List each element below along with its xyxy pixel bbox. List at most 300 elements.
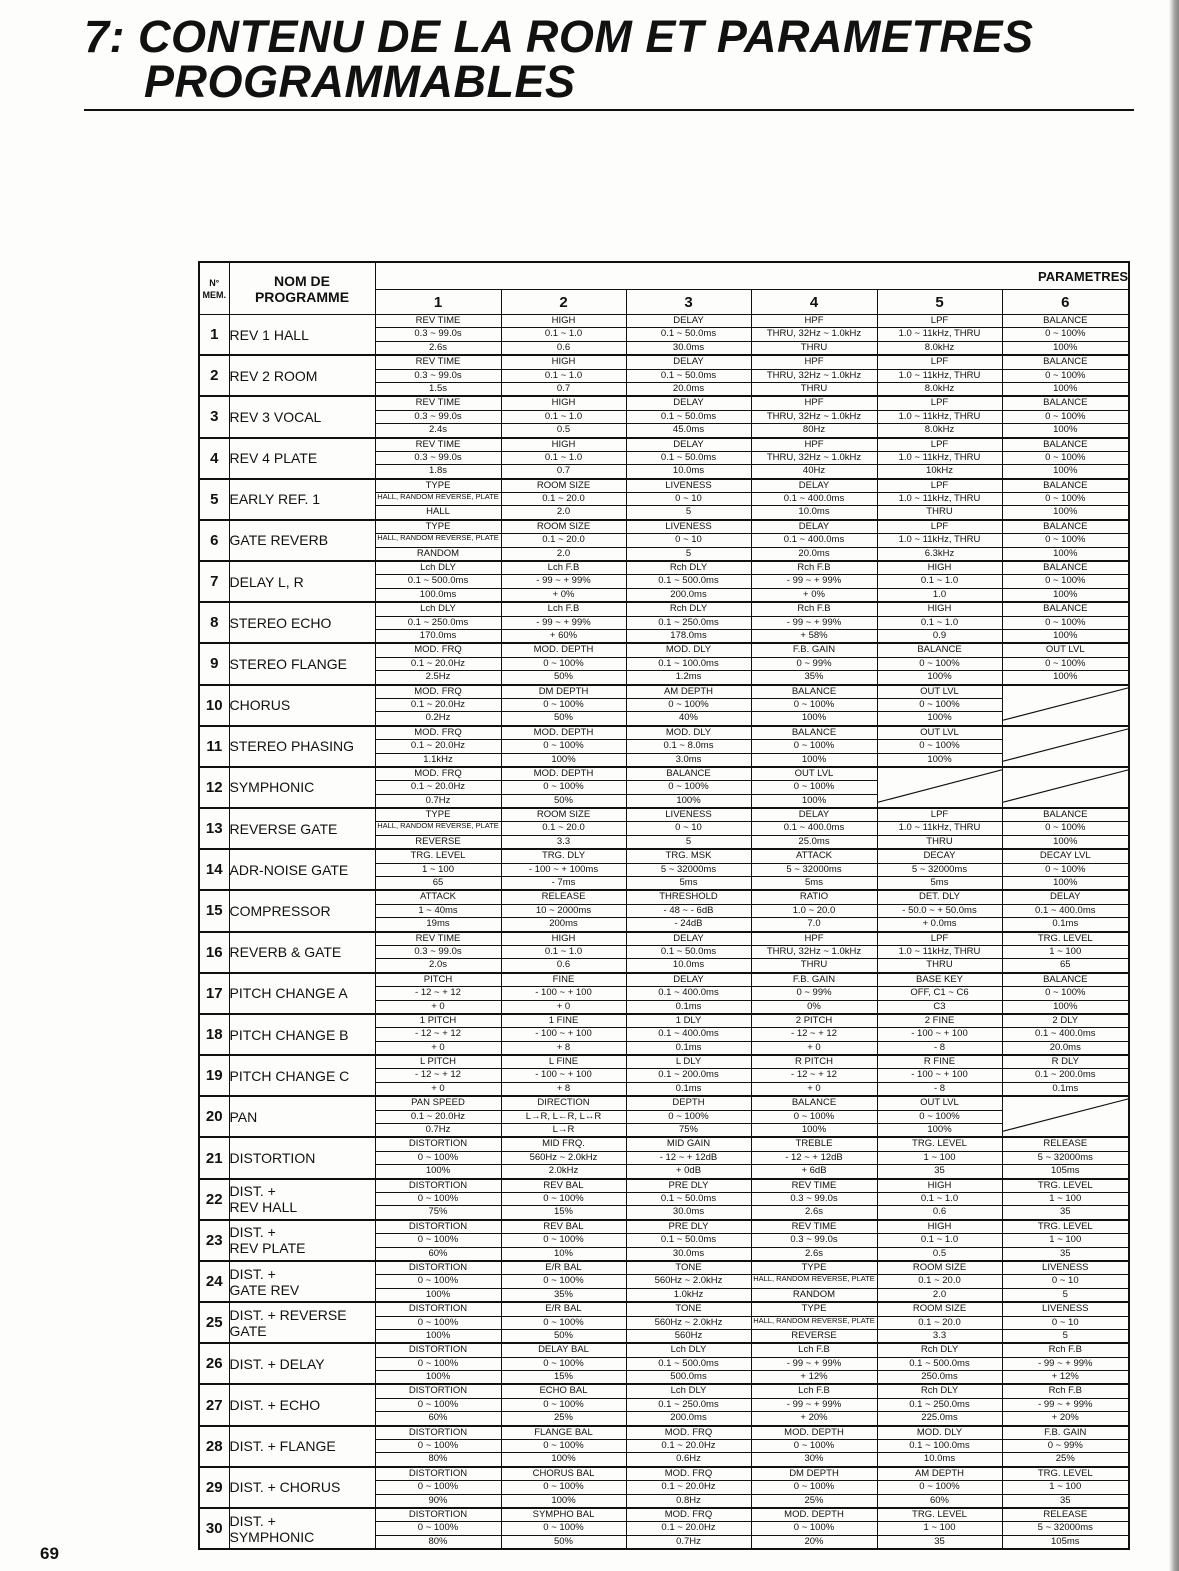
param-cell bbox=[1002, 396, 1129, 437]
program-name bbox=[229, 602, 375, 643]
program-name-line: DIST. + bbox=[229, 1183, 276, 1200]
param-range: THRU, 32Hz ~ 1.0kHz bbox=[752, 451, 877, 464]
program-row bbox=[199, 932, 1129, 973]
param-default: - 8 bbox=[878, 1082, 1002, 1095]
param-range: 5 ~ 32000ms bbox=[878, 863, 1002, 876]
program-name bbox=[229, 396, 375, 437]
param-cell bbox=[751, 355, 877, 396]
param-label: DELAY bbox=[673, 315, 704, 326]
param-range: 0 ~ 100% bbox=[502, 1274, 626, 1287]
param-label: R FINE bbox=[923, 1056, 956, 1068]
param-default: 105ms bbox=[1003, 1535, 1129, 1548]
param-range: 0.1 ~ 250.0ms bbox=[627, 1398, 751, 1411]
param-cell bbox=[1002, 849, 1129, 890]
param-range: HALL, RANDOM REVERSE, PLATE bbox=[376, 533, 501, 546]
param-label: DELAY bbox=[798, 479, 830, 491]
param-label: RELEASE bbox=[541, 891, 586, 903]
param-label: MOD. DLY bbox=[665, 726, 712, 738]
param-default: + 8 bbox=[502, 1082, 626, 1095]
param-cell bbox=[501, 1384, 626, 1425]
param-cell bbox=[375, 643, 501, 684]
param-label: BALANCE bbox=[1043, 315, 1088, 326]
param-default: 80% bbox=[376, 1535, 501, 1548]
param-default: 5ms bbox=[878, 876, 1002, 889]
param-default: 500.0ms bbox=[627, 1370, 751, 1383]
header-param-5: 5 bbox=[877, 290, 1002, 315]
param-label: MID GAIN bbox=[666, 1138, 711, 1150]
param-default: + 12% bbox=[752, 1370, 877, 1383]
param-label: PRE DLY bbox=[668, 1220, 709, 1232]
param-label: BALANCE bbox=[1043, 973, 1088, 985]
param-range: 0.1 ~ 20.0Hz bbox=[376, 657, 501, 670]
header-program-name: NOM DE PROGRAMME bbox=[229, 262, 375, 315]
param-default: 2.6s bbox=[376, 341, 501, 354]
program-name bbox=[229, 315, 375, 356]
program-name bbox=[229, 1302, 375, 1343]
program-row bbox=[199, 726, 1129, 767]
param-label: DISTORTION bbox=[408, 1508, 468, 1520]
param-default: + 0 bbox=[376, 1082, 501, 1095]
param-default: 100% bbox=[376, 1370, 501, 1383]
program-name-line: REV 1 HALL bbox=[229, 326, 309, 343]
param-label: Lch DLY bbox=[670, 1344, 707, 1356]
param-default: 0.6 bbox=[502, 341, 626, 354]
param-range: 1.0 ~ 11kHz, THRU bbox=[878, 451, 1002, 464]
program-name bbox=[229, 849, 375, 890]
param-range: 0.1 ~ 20.0Hz bbox=[376, 739, 501, 752]
param-label: LPF bbox=[930, 397, 949, 409]
program-name bbox=[229, 561, 375, 602]
param-default: 75% bbox=[376, 1205, 501, 1218]
param-cell bbox=[1002, 808, 1129, 849]
param-default: 20% bbox=[752, 1535, 877, 1548]
param-label: RATIO bbox=[799, 891, 829, 903]
program-row bbox=[199, 973, 1129, 1014]
program-row bbox=[199, 1467, 1129, 1508]
param-label: TRG. LEVEL bbox=[1037, 1220, 1093, 1232]
param-default: 25.0ms bbox=[752, 835, 877, 848]
param-label: Rch DLY bbox=[920, 1344, 959, 1356]
param-cell bbox=[1002, 479, 1129, 520]
empty-param-cell bbox=[877, 767, 1002, 808]
param-label: TYPE bbox=[425, 809, 451, 821]
param-label: HPF bbox=[804, 932, 824, 944]
param-default: 100% bbox=[1003, 876, 1129, 889]
page-title bbox=[84, 11, 1134, 107]
param-cell bbox=[626, 849, 751, 890]
param-default: 0.2Hz bbox=[376, 711, 501, 724]
param-default: 25% bbox=[752, 1494, 877, 1507]
program-name-line: REV HALL bbox=[229, 1199, 298, 1216]
param-default: - 24dB bbox=[627, 917, 751, 930]
param-label: REV BAL bbox=[543, 1179, 584, 1191]
param-cell bbox=[375, 1014, 501, 1055]
param-label: 2 FINE bbox=[924, 1014, 955, 1026]
param-label: DM DEPTH bbox=[538, 685, 589, 697]
param-default: 25% bbox=[1003, 1452, 1129, 1465]
param-range: 0.1 ~ 1.0 bbox=[502, 369, 626, 382]
param-range: 0 ~ 100% bbox=[376, 1439, 501, 1452]
program-name bbox=[229, 643, 375, 684]
param-default: 20.0ms bbox=[1003, 1041, 1129, 1054]
param-label: DELAY bbox=[673, 973, 704, 985]
param-label: ROOM SIZE bbox=[536, 520, 591, 532]
param-range: 0 ~ 100% bbox=[1003, 533, 1129, 546]
param-label: HIGH bbox=[551, 397, 576, 409]
param-label: HIGH bbox=[927, 1179, 952, 1191]
param-label: Lch F.B bbox=[547, 603, 580, 615]
param-label: BALANCE bbox=[1043, 479, 1088, 491]
param-label: DISTORTION bbox=[408, 1385, 468, 1397]
param-default: 15% bbox=[502, 1205, 626, 1218]
param-default: 10kHz bbox=[878, 464, 1002, 477]
param-range: 0 ~ 100% bbox=[1003, 986, 1129, 999]
param-range: 0 ~ 100% bbox=[752, 1521, 877, 1534]
program-name-line: REV 4 PLATE bbox=[229, 450, 318, 467]
param-cell bbox=[375, 973, 501, 1014]
param-cell bbox=[626, 1055, 751, 1096]
param-range: 0.1 ~ 20.0 bbox=[502, 533, 626, 546]
param-range: 0.1 ~ 8.0ms bbox=[627, 739, 751, 752]
param-default: 200ms bbox=[502, 917, 626, 930]
param-range: - 12 ~ + 12 bbox=[752, 1027, 877, 1040]
param-label: LPF bbox=[930, 520, 949, 532]
param-label: DELAY bbox=[1050, 891, 1081, 903]
param-label: DELAY bbox=[673, 356, 704, 368]
diagonal-strike bbox=[1003, 727, 1129, 763]
program-name-line: CHORUS bbox=[229, 697, 291, 714]
param-label: LIVENESS bbox=[665, 520, 712, 532]
param-cell bbox=[751, 1467, 877, 1508]
param-cell bbox=[375, 1096, 501, 1137]
param-default: 0.7Hz bbox=[627, 1535, 751, 1548]
mem-number: 7 bbox=[199, 561, 229, 602]
program-row bbox=[199, 602, 1129, 643]
param-label: TRG. DLY bbox=[541, 850, 586, 862]
param-default: 65 bbox=[376, 876, 501, 889]
param-cell bbox=[375, 315, 501, 356]
param-range: 0 ~ 100% bbox=[502, 698, 626, 711]
param-cell bbox=[501, 1220, 626, 1261]
param-range: 0 ~ 100% bbox=[878, 1110, 1002, 1123]
param-label: REV TIME bbox=[415, 315, 461, 326]
param-cell bbox=[501, 396, 626, 437]
param-label: MOD. DEPTH bbox=[533, 644, 594, 656]
param-default: 8.0kHz bbox=[878, 382, 1002, 395]
param-label: Lch F.B bbox=[798, 1344, 830, 1356]
param-cell bbox=[375, 767, 501, 808]
mem-number: 5 bbox=[199, 479, 229, 520]
param-default: 10.0ms bbox=[752, 505, 877, 518]
param-label: TYPE bbox=[801, 1261, 827, 1273]
param-label: TYPE bbox=[425, 479, 451, 491]
mem-number: 18 bbox=[199, 1014, 229, 1055]
param-default: 100% bbox=[1003, 670, 1129, 683]
mem-number: 10 bbox=[199, 685, 229, 726]
param-range: - 12 ~ + 12 bbox=[376, 1068, 501, 1081]
param-cell bbox=[1002, 1137, 1129, 1178]
param-default: 2.6s bbox=[752, 1247, 877, 1260]
param-range: 0 ~ 100% bbox=[752, 739, 877, 752]
param-label: BALANCE bbox=[1043, 520, 1088, 532]
diagonal-line bbox=[1003, 768, 1129, 804]
mem-number: 24 bbox=[199, 1261, 229, 1302]
program-row bbox=[199, 315, 1129, 356]
param-default: 0.6 bbox=[878, 1205, 1002, 1218]
param-cell bbox=[626, 890, 751, 931]
param-label: REV BAL bbox=[543, 1220, 584, 1232]
param-range: HALL, RANDOM REVERSE, PLATE bbox=[376, 492, 501, 505]
param-default: THRU bbox=[878, 835, 1002, 848]
param-default: 2.6s bbox=[752, 1205, 877, 1218]
program-name-line: STEREO PHASING bbox=[229, 738, 354, 755]
param-default: 1.0kHz bbox=[627, 1288, 751, 1301]
param-label: MOD. DLY bbox=[665, 644, 712, 656]
param-range: 0.1 ~ 500.0ms bbox=[878, 1357, 1002, 1370]
param-default: 35 bbox=[878, 1164, 1002, 1177]
param-cell bbox=[375, 1343, 501, 1384]
param-default: 0.5 bbox=[502, 423, 626, 436]
param-default: 35% bbox=[752, 670, 877, 683]
param-cell bbox=[375, 1220, 501, 1261]
param-label: LPF bbox=[930, 315, 949, 326]
param-default: 1.1kHz bbox=[376, 753, 501, 766]
mem-number: 21 bbox=[199, 1137, 229, 1178]
param-cell bbox=[751, 1384, 877, 1425]
param-range: 0.1 ~ 20.0Hz bbox=[376, 780, 501, 793]
param-range: 0.3 ~ 99.0s bbox=[376, 410, 501, 423]
param-default: 105ms bbox=[1003, 1164, 1129, 1177]
diagonal-line bbox=[1003, 686, 1129, 722]
param-label: BALANCE bbox=[1043, 809, 1088, 821]
mem-number: 27 bbox=[199, 1384, 229, 1425]
program-name bbox=[229, 1261, 375, 1302]
param-default: 100% bbox=[376, 1288, 501, 1301]
diagonal-strike bbox=[1003, 768, 1129, 804]
param-cell bbox=[751, 1261, 877, 1302]
mem-number: 8 bbox=[199, 602, 229, 643]
param-range: 560Hz ~ 2.0kHz bbox=[502, 1151, 626, 1164]
program-name bbox=[229, 355, 375, 396]
mem-number: 20 bbox=[199, 1096, 229, 1137]
param-cell bbox=[501, 438, 626, 479]
param-cell bbox=[375, 808, 501, 849]
mem-number: 4 bbox=[199, 438, 229, 479]
param-label: Rch F.B bbox=[1048, 1344, 1082, 1356]
param-range: 1 ~ 100 bbox=[1003, 1233, 1129, 1246]
param-label: Rch F.B bbox=[797, 562, 831, 574]
param-cell bbox=[877, 685, 1002, 726]
param-label: L PITCH bbox=[419, 1056, 457, 1068]
program-rows bbox=[199, 315, 1129, 1550]
program-name bbox=[229, 808, 375, 849]
program-name-line: GATE REVERB bbox=[229, 532, 329, 549]
param-cell bbox=[375, 726, 501, 767]
param-default: C3 bbox=[878, 1000, 1002, 1013]
param-label: RELEASE bbox=[1043, 1138, 1088, 1150]
param-default: 30.0ms bbox=[627, 341, 751, 354]
param-range: 1.0 ~ 11kHz, THRU bbox=[878, 410, 1002, 423]
param-default: 170.0ms bbox=[376, 629, 501, 642]
param-default: 8.0kHz bbox=[878, 423, 1002, 436]
param-default: L→R bbox=[502, 1123, 626, 1136]
param-range: 1.0 ~ 20.0 bbox=[752, 904, 877, 917]
param-range: 0.1 ~ 500.0ms bbox=[376, 574, 501, 587]
param-range: THRU, 32Hz ~ 1.0kHz bbox=[752, 327, 877, 340]
param-range: - 100 ~ + 100ms bbox=[502, 863, 626, 876]
param-range: 0 ~ 99% bbox=[752, 986, 877, 999]
param-cell bbox=[751, 396, 877, 437]
param-default: 0.8Hz bbox=[627, 1494, 751, 1507]
mem-number: 29 bbox=[199, 1467, 229, 1508]
param-range: HALL, RANDOM REVERSE, PLATE bbox=[752, 1274, 877, 1287]
param-default: 50% bbox=[502, 1329, 626, 1342]
param-range: 0 ~ 10 bbox=[627, 492, 751, 505]
param-cell bbox=[626, 767, 751, 808]
param-default: + 58% bbox=[752, 629, 877, 642]
program-name-line: DIST. + bbox=[229, 1512, 276, 1529]
param-range: - 100 ~ + 100 bbox=[878, 1027, 1002, 1040]
param-default: 100% bbox=[752, 794, 877, 807]
param-range: 0.1 ~ 50.0ms bbox=[627, 451, 751, 464]
param-cell bbox=[877, 726, 1002, 767]
param-cell bbox=[877, 849, 1002, 890]
param-range: - 100 ~ + 100 bbox=[502, 1027, 626, 1040]
param-cell bbox=[1002, 1467, 1129, 1508]
param-range: 0 ~ 100% bbox=[502, 1316, 626, 1329]
program-name bbox=[229, 479, 375, 520]
mem-number: 2 bbox=[199, 355, 229, 396]
param-range: 0 ~ 100% bbox=[1003, 410, 1129, 423]
program-name-line: REV 2 ROOM bbox=[229, 367, 318, 384]
param-cell bbox=[1002, 602, 1129, 643]
param-label: ROOM SIZE bbox=[912, 1261, 967, 1273]
param-default: 2.0s bbox=[376, 958, 501, 971]
param-default: 0.7Hz bbox=[376, 794, 501, 807]
param-range: 1 ~ 100 bbox=[1003, 945, 1129, 958]
param-label: MOD. DLY bbox=[916, 1426, 963, 1438]
param-default: THRU bbox=[752, 958, 877, 971]
param-default: 65 bbox=[1003, 958, 1129, 971]
param-range: 0.1 ~ 1.0 bbox=[502, 945, 626, 958]
param-range: - 99 ~ + 99% bbox=[1003, 1398, 1129, 1411]
mem-number: 9 bbox=[199, 643, 229, 684]
param-default: 100% bbox=[1003, 423, 1129, 436]
param-label: TRG. LEVEL bbox=[1037, 1467, 1093, 1479]
param-default: 100% bbox=[1003, 341, 1129, 354]
param-label: DISTORTION bbox=[408, 1138, 468, 1150]
param-label: ROOM SIZE bbox=[536, 809, 591, 821]
param-cell bbox=[877, 1179, 1002, 1220]
param-range: - 48 ~ - 6dB bbox=[627, 904, 751, 917]
param-default: 3.0ms bbox=[627, 753, 751, 766]
param-range: 0 ~ 100% bbox=[752, 1480, 877, 1493]
param-range: 0.1 ~ 1.0 bbox=[878, 1192, 1002, 1205]
param-range: 0.3 ~ 99.0s bbox=[376, 369, 501, 382]
param-label: DELAY BAL bbox=[538, 1344, 589, 1356]
param-cell bbox=[1002, 561, 1129, 602]
param-label: DEPTH bbox=[672, 1097, 705, 1109]
param-range: 0 ~ 100% bbox=[878, 657, 1002, 670]
param-label: PITCH bbox=[423, 973, 453, 985]
param-range: 0.3 ~ 99.0s bbox=[376, 945, 501, 958]
program-name-line: SYMPHONIC bbox=[229, 779, 315, 796]
program-name-line: DISTORTION bbox=[229, 1150, 316, 1167]
param-label: DELAY bbox=[798, 520, 830, 532]
program-name bbox=[229, 726, 375, 767]
param-range: 0 ~ 10 bbox=[1003, 1316, 1129, 1329]
param-range: 0.1 ~ 1.0 bbox=[878, 574, 1002, 587]
param-default: + 0% bbox=[752, 588, 877, 601]
param-cell bbox=[375, 479, 501, 520]
param-default: 100.0ms bbox=[376, 588, 501, 601]
param-default: THRU bbox=[878, 505, 1002, 518]
mem-number: 15 bbox=[199, 890, 229, 931]
param-range: 0.1 ~ 50.0ms bbox=[627, 1233, 751, 1246]
header-param-2: 2 bbox=[501, 290, 626, 315]
param-range: 1.0 ~ 11kHz, THRU bbox=[878, 369, 1002, 382]
param-cell bbox=[626, 315, 751, 356]
param-default: 100% bbox=[1003, 629, 1129, 642]
param-default: 10.0ms bbox=[878, 1452, 1002, 1465]
program-name-line: PITCH CHANGE C bbox=[229, 1067, 350, 1084]
param-cell bbox=[375, 1426, 501, 1467]
mem-number: 1 bbox=[199, 315, 229, 356]
program-name-line: DIST. + DELAY bbox=[229, 1355, 325, 1372]
param-label: Rch DLY bbox=[669, 603, 708, 615]
param-label: LPF bbox=[930, 932, 949, 944]
param-cell bbox=[1002, 1179, 1129, 1220]
param-cell bbox=[1002, 1261, 1129, 1302]
param-label: LPF bbox=[930, 438, 949, 450]
param-default: 35 bbox=[1003, 1205, 1129, 1218]
param-range: - 100 ~ + 100 bbox=[878, 1068, 1002, 1081]
param-range: 0.1 ~ 400.0ms bbox=[752, 821, 877, 834]
diagonal-line bbox=[1003, 727, 1129, 763]
param-default: 100% bbox=[752, 1123, 877, 1136]
diagonal-line bbox=[878, 768, 1002, 804]
param-default: 5 bbox=[1003, 1329, 1129, 1342]
param-range: 0 ~ 100% bbox=[376, 1233, 501, 1246]
param-label: 1 DLY bbox=[675, 1014, 702, 1026]
param-cell bbox=[877, 1467, 1002, 1508]
mem-number: 25 bbox=[199, 1302, 229, 1343]
param-default: 3.3 bbox=[878, 1329, 1002, 1342]
param-range: 0 ~ 100% bbox=[752, 780, 877, 793]
param-label: LPF bbox=[930, 479, 949, 491]
param-default: 2.0kHz bbox=[502, 1164, 626, 1177]
param-range: 0.1 ~ 20.0 bbox=[878, 1274, 1002, 1287]
param-range: 0.1 ~ 50.0ms bbox=[627, 369, 751, 382]
param-cell bbox=[626, 561, 751, 602]
param-default: 80% bbox=[376, 1452, 501, 1465]
param-cell bbox=[751, 1343, 877, 1384]
param-cell bbox=[626, 355, 751, 396]
param-default: 50% bbox=[502, 670, 626, 683]
param-cell bbox=[877, 602, 1002, 643]
param-cell bbox=[751, 479, 877, 520]
param-cell bbox=[375, 1302, 501, 1343]
param-cell bbox=[626, 396, 751, 437]
empty-param-cell bbox=[1002, 685, 1129, 726]
param-range: 0.1 ~ 20.0Hz bbox=[376, 1110, 501, 1123]
param-cell bbox=[375, 890, 501, 931]
param-range: 5 ~ 32000ms bbox=[627, 863, 751, 876]
param-cell bbox=[626, 1014, 751, 1055]
param-cell bbox=[751, 849, 877, 890]
param-label: TONE bbox=[675, 1303, 702, 1315]
param-cell bbox=[751, 1426, 877, 1467]
